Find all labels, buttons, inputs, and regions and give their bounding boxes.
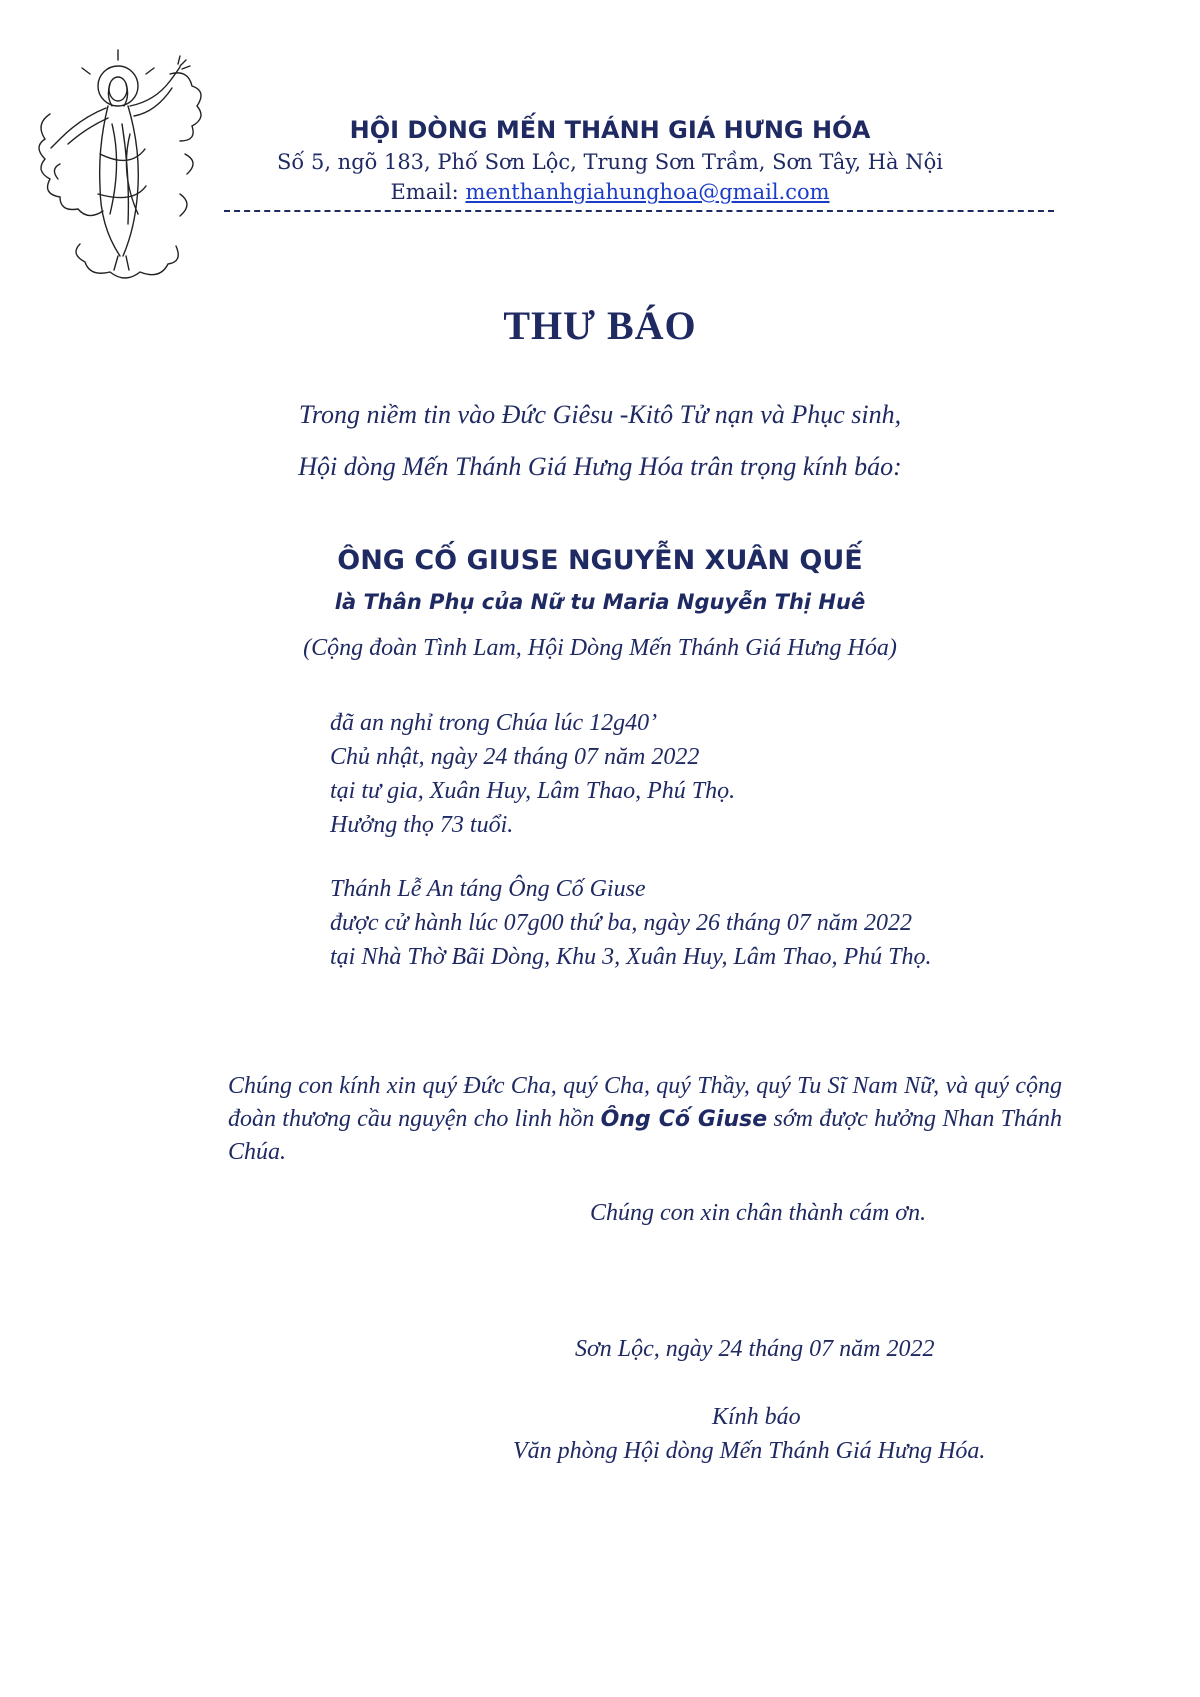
death-line-4: Hưởng thọ 73 tuổi. <box>330 812 514 838</box>
thanks-line: Chúng con xin chân thành cám ơn. <box>590 1200 927 1226</box>
prayer-request-end: sớm được hưởng Nhan Thánh Chúa. <box>228 1106 1062 1165</box>
intro-line-1: Trong niềm tin vào Đức Giêsu -Kitô Tử nạn và Phục sinh, <box>298 400 902 429</box>
mass-line-1: Thánh Lễ An táng Ông Cố Giuse <box>330 876 646 902</box>
deceased-relation: là Thân Phụ của Nữ tu Maria Nguyễn Thị Huê <box>334 590 866 614</box>
org-name: HỘI DÒNG MẾN THÁNH GIÁ HƯNG HÓA <box>349 116 871 144</box>
death-line-3: tại tư gia, Xuân Huy, Lâm Thao, Phú Thọ. <box>330 778 736 804</box>
place-date: Sơn Lộc, ngày 24 tháng 07 năm 2022 <box>575 1336 935 1362</box>
header-divider <box>224 210 1054 212</box>
email-label: Email: <box>390 180 459 204</box>
deceased-community: (Cộng đoàn Tình Lam, Hội Dòng Mến Thánh Giá Hưng Hóa) <box>303 635 897 661</box>
death-line-1: đã an nghỉ trong Chúa lúc 12g40’ <box>330 710 658 736</box>
risen-christ-illustration <box>30 44 210 289</box>
mass-line-2: được cử hành lúc 07g00 thứ ba, ngày 26 tháng 07 năm 2022 <box>330 910 913 936</box>
deceased-name: ÔNG CỐ GIUSE NGUYỄN XUÂN QUẾ <box>337 545 863 576</box>
mass-line-3: tại Nhà Thờ Bãi Dòng, Khu 3, Xuân Huy, Lâm Thao, Phú Thọ. <box>330 944 932 970</box>
prayer-request-text: Chúng con kính xin quý Đức Cha, quý Cha, quý Thầy, quý Tu Sĩ Nam Nữ, và quý cộng đoàn thương cầu nguyện cho linh hồn <box>228 1073 1062 1132</box>
org-address: Số 5, ngõ 183, Phố Sơn Lộc, Trung Sơn Trầm, Sơn Tây, Hà Nội <box>277 150 943 174</box>
email-line <box>220 180 1000 204</box>
prayer-request-bold: Ông Cố Giuse <box>600 1107 768 1132</box>
email-link[interactable]: menthanhgiahunghoa@gmail.com <box>465 180 830 204</box>
office-signature: Văn phòng Hội dòng Mến Thánh Giá Hưng Hóa. <box>513 1438 986 1464</box>
death-line-2: Chủ nhật, ngày 24 tháng 07 năm 2022 <box>330 744 700 770</box>
prayer-request <box>228 1070 1062 1169</box>
intro-line-2: Hội dòng Mến Thánh Giá Hưng Hóa trân trọng kính báo: <box>298 452 902 481</box>
page-title: THƯ BÁO <box>503 303 697 348</box>
kinh-bao: Kính báo <box>712 1404 801 1430</box>
